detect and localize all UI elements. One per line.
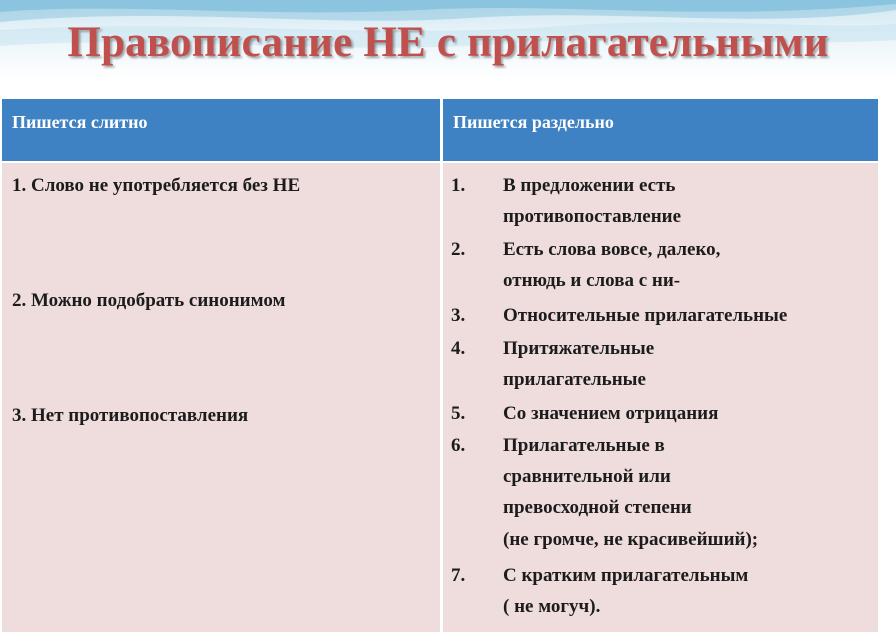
item-number: 2. [451,239,466,260]
list-item: 3. Нет противопоставления [12,405,249,426]
left-column-cell [2,163,440,632]
list-item-line: ( не могуч). [503,596,601,617]
item-number: 7. [451,565,466,586]
list-item-line: Со значением отрицания [503,403,719,424]
item-number: 6. [451,435,466,456]
list-item-line: В предложении есть [503,175,676,196]
list-item-line: (не громче, не красивейший); [503,529,759,550]
item-number: 3. [451,305,466,326]
list-item: 1. Слово не употребляется без НЕ [12,175,301,196]
list-item-line: Прилагательные в [503,435,665,456]
list-item-line: прилагательные [503,369,646,390]
list-item-line: Есть слова вовсе, далеко, [503,239,721,260]
list-item-line: отнюдь и слова с ни- [503,270,681,291]
list-item: 2. Можно подобрать синонимом [12,290,286,311]
list-item-line: противопоставление [503,206,682,227]
list-item-line: превосходной степени [503,497,692,518]
header-separate-spelling: Пишется раздельно [443,99,878,161]
rules-table [2,99,878,632]
item-number: 4. [451,338,466,359]
header-fused-spelling: Пишется слитно [2,99,440,161]
list-item-line: Относительные прилагательные [503,305,788,326]
page-title: Правописание НЕ с прилагательными [67,19,829,66]
item-number: 1. [451,175,466,196]
list-item-line: С кратким прилагательным [503,565,749,586]
right-column-cell [443,163,878,632]
list-item-line: Притяжательные [503,338,655,359]
list-item-line: сравнительной или [503,466,671,487]
item-number: 5. [451,403,466,424]
